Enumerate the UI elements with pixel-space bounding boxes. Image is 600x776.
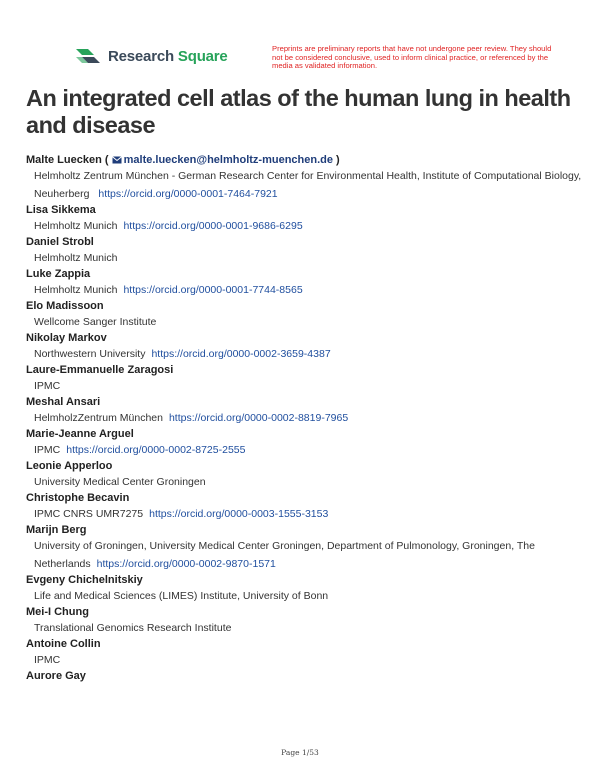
author-name: Lisa Sikkema xyxy=(26,204,96,216)
affiliation-text: IPMC CNRS UMR7275 xyxy=(34,508,144,520)
preprint-disclaimer: Preprints are preliminary reports that have not undergone peer review. They should not be considered conclusive, used to inform clinical practice, or referenced by the media as validated information. xyxy=(272,44,552,71)
author-affiliation xyxy=(26,217,586,235)
affiliation-text: Northwestern University xyxy=(34,348,146,360)
page-header xyxy=(0,0,600,80)
affiliation-text: IPMC xyxy=(34,380,61,392)
author-affiliation xyxy=(26,505,586,523)
author-affiliation xyxy=(26,651,586,669)
author-name: Daniel Strobl xyxy=(26,236,94,248)
author-email-link[interactable]: malte.luecken@helmholtz-muenchen.de xyxy=(123,154,333,166)
author-affiliation xyxy=(26,313,586,331)
affiliation-text: IPMC xyxy=(34,444,61,456)
author-entry xyxy=(26,605,586,637)
author-name: Meshal Ansari xyxy=(26,396,101,408)
orcid-link[interactable]: https://orcid.org/0000-0001-7464-7921 xyxy=(98,188,278,200)
affiliation-text: University of Groningen, University Medical Center Groningen, Department of Pulmonology, Groningen, The Netherlands xyxy=(34,540,535,570)
author-entry xyxy=(26,299,586,331)
author-affiliation xyxy=(26,345,586,363)
author-affiliation xyxy=(26,249,586,267)
affiliation-text: IPMC xyxy=(34,654,61,666)
author-name: Leonie Apperloo xyxy=(26,460,113,472)
author-affiliation xyxy=(26,281,586,299)
logo-text-secondary: Square xyxy=(177,47,228,65)
author-affiliation xyxy=(26,441,586,459)
author-affiliation xyxy=(26,377,586,395)
author-name: Mei-I Chung xyxy=(26,606,89,618)
research-square-logo[interactable] xyxy=(74,45,228,67)
page-number: Page 1/53 xyxy=(281,748,319,757)
author-entry xyxy=(26,669,586,683)
author-entry xyxy=(26,267,586,299)
author-entry xyxy=(26,637,586,669)
author-entry xyxy=(26,523,586,573)
author-name: Marijn Berg xyxy=(26,524,87,536)
author-name: Aurore Gay xyxy=(26,670,86,682)
author-rows xyxy=(26,203,586,683)
author-entry xyxy=(26,235,586,267)
orcid-link[interactable]: https://orcid.org/0000-0002-9870-1571 xyxy=(96,558,276,570)
author-name: Nikolay Markov xyxy=(26,332,107,344)
orcid-link[interactable]: https://orcid.org/0000-0002-8819-7965 xyxy=(168,412,349,424)
author-name: Antoine Collin xyxy=(26,638,101,650)
author-name: Laure-Emmanuelle Zaragosi xyxy=(26,364,174,376)
author-entry xyxy=(26,331,586,363)
page-title: An integrated cell atlas of the human lung in health and disease xyxy=(26,85,571,138)
author-name: Marie-Jeanne Arguel xyxy=(26,428,134,440)
affiliation-text: University Medical Center Groningen xyxy=(34,476,206,488)
author-affiliation xyxy=(26,537,586,573)
research-square-logo-icon xyxy=(74,45,102,67)
author-name: Malte Luecken ( malte.luecken@helmholtz-muenchen.de ) xyxy=(26,154,340,166)
author-affiliation xyxy=(26,587,586,605)
orcid-link[interactable]: https://orcid.org/0000-0002-3659-4387 xyxy=(151,348,331,360)
author-entry xyxy=(26,491,586,523)
author-entry xyxy=(26,459,586,491)
affiliation-text: Translational Genomics Research Institute xyxy=(34,622,232,634)
affiliation-text: Helmholtz Munich xyxy=(34,252,118,264)
orcid-link[interactable]: https://orcid.org/0000-0001-9686-6295 xyxy=(123,220,303,232)
corresponding-author-name: Malte Luecken xyxy=(26,154,102,166)
author-list xyxy=(26,153,586,683)
affiliation-text: Wellcome Sanger Institute xyxy=(34,316,157,328)
affiliation-text: Life and Medical Sciences (LIMES) Institute, University of Bonn xyxy=(34,590,329,602)
author-name: Luke Zappia xyxy=(26,268,91,280)
affiliation-text: HelmholzZentrum München xyxy=(34,412,163,424)
orcid-link[interactable]: https://orcid.org/0000-0001-7744-8565 xyxy=(123,284,303,296)
author-entry xyxy=(26,203,586,235)
author-name: Elo Madissoon xyxy=(26,300,104,312)
affiliation-text: Helmholtz Munich xyxy=(34,220,118,232)
logo-text-primary: Research xyxy=(108,47,174,65)
author-entry xyxy=(26,363,586,395)
author-affiliation xyxy=(26,619,586,637)
author-affiliation xyxy=(26,167,586,203)
author-affiliation xyxy=(26,409,586,427)
envelope-icon xyxy=(112,156,122,164)
affiliation-text: Helmholtz Zentrum München - German Research Center for Environmental Health, Institute of Computational Biology, Neuherberg xyxy=(34,170,582,200)
author-entry xyxy=(26,573,586,605)
author-name: Christophe Becavin xyxy=(26,492,130,504)
affiliation-text: Helmholtz Munich xyxy=(34,284,118,296)
orcid-link[interactable]: https://orcid.org/0000-0003-1555-3153 xyxy=(149,508,329,520)
author-affiliation xyxy=(26,473,586,491)
author-name: Evgeny Chichelnitskiy xyxy=(26,574,143,586)
author-entry xyxy=(26,395,586,427)
orcid-link[interactable]: https://orcid.org/0000-0002-8725-2555 xyxy=(66,444,246,456)
author-entry-corresponding xyxy=(26,153,586,203)
logo-wordmark xyxy=(108,48,228,65)
author-entry xyxy=(26,427,586,459)
